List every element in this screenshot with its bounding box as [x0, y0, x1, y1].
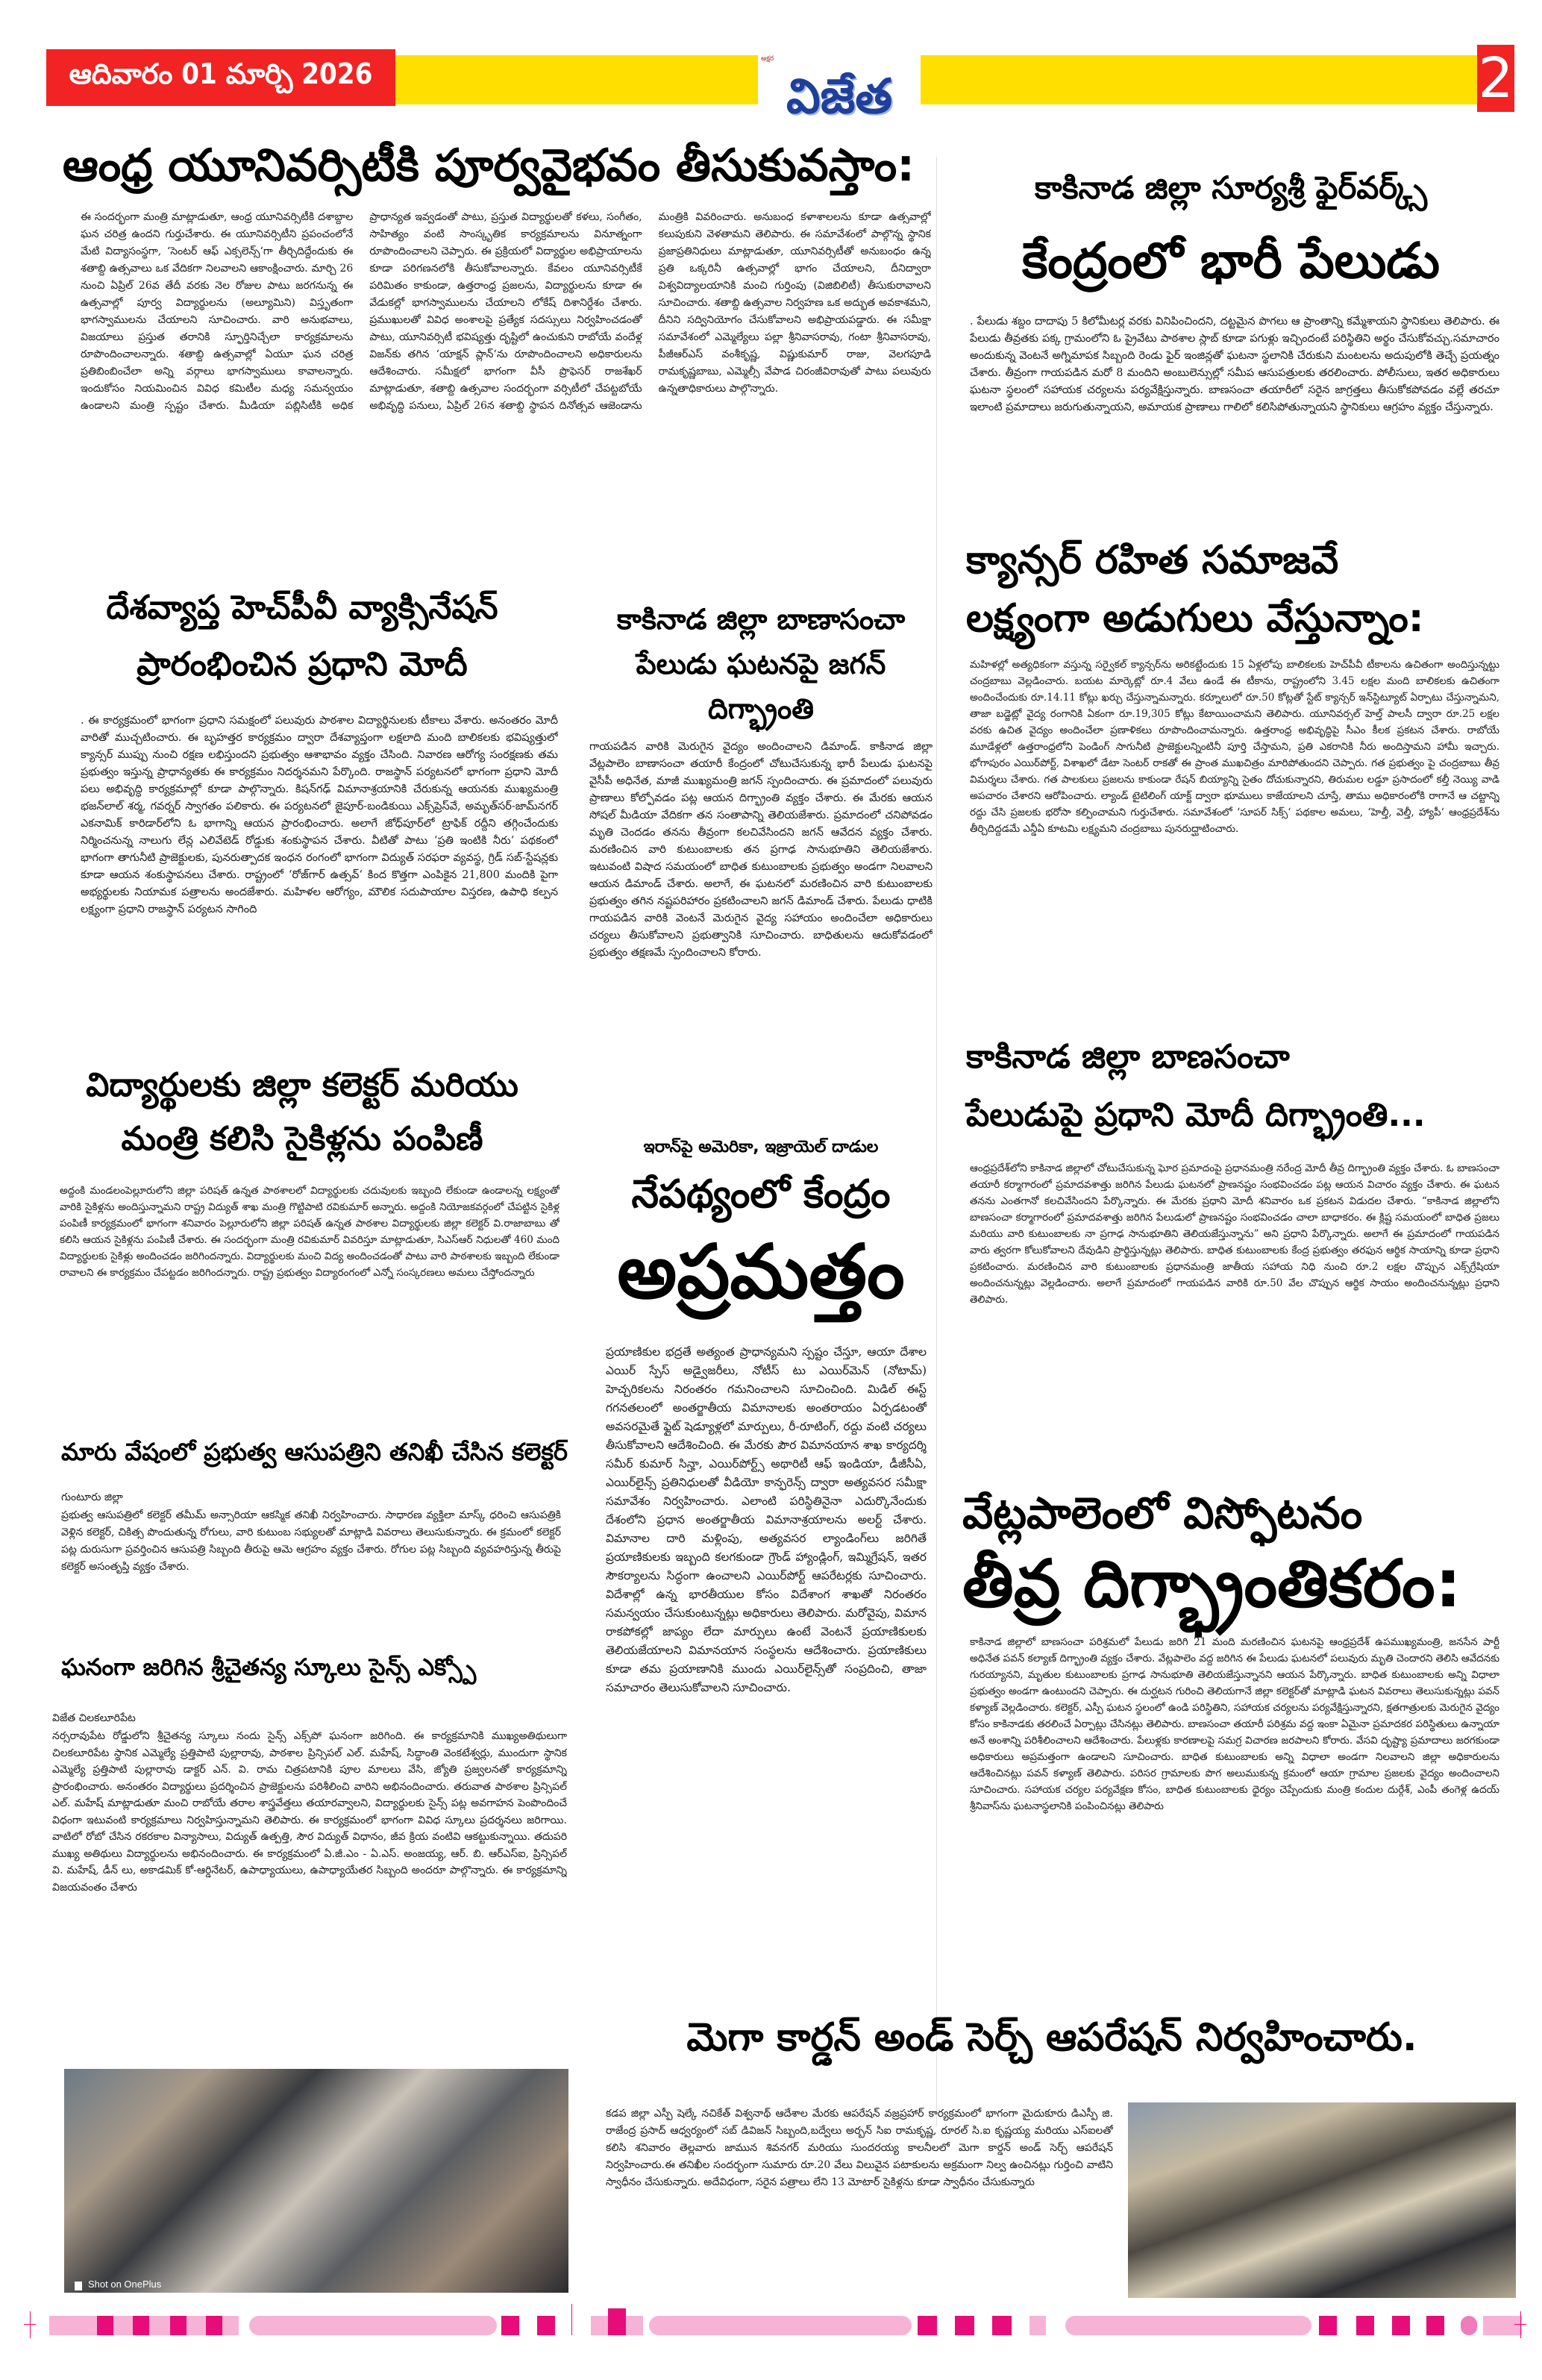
registration-mark-right-h [1514, 2324, 1526, 2325]
headline-hpv-line1[interactable]: దేశవ్యాప్త హెచ్‌పీవీ వ్యాక్సినేషన్ [106, 589, 498, 627]
headline-science-expo[interactable]: ఘనంగా జరిగిన శ్రీచైతన్య స్కూలు సైన్స్ ఎక్స్పో [61, 1654, 477, 1681]
headline-modi-line2[interactable]: పేలుడుపై ప్రధాని మోదీ దిగ్భ్రాంతి... [966, 1096, 1426, 1134]
article-body-cordon-search: కడప జిల్లా ఎస్పీ షెల్కే నచికేత్ విశ్వనాథ్ ఆదేశాల మేరకు ఆపరేషన్ వజ్రప్రహార్ కార్యక్రమంలో భాగంగా మైదుకూరు డిఎస్పీ జి. రాజేంద్ర ప్రసాద్ ఆధ్వర్యంలో సబ్ డివిజన్ సిబ్బంది,బద్వేలు అర్బన్ సిఐ రామకృష్ణ, రూరల్ సి.ఐ కృష్ణయ్య మరియు ఎస్ఐలతో కలిసి శనివారం తెల్లవారు జామున శివనగర్ మరియు సుందరయ్య కాలనీలలో మెగా కార్డన్ అండ్ సెర్చ్ ఆపరేషన్ నిర్వహించారు.ఈ తనిఖీల సందర్భంగా సుమారు రూ.20 వేలు విలువైన పటాకులను అక్రమంగా నిల్వ ఉంచినట్లు గుర్తించి వాటిని స్వాధీనం చేసుకున్నారు. అదేవిధంగా, సరైన పత్రాలు లేని 13 మోటార్ సైకిళ్లను కూడా స్వాధీనం చేసుకున్నారు [606, 2108, 1113, 2188]
headline-bicycles-line1[interactable]: విద్యార్థులకు జిల్లా కలెక్టర్ మరియు [86, 1066, 518, 1104]
photo-school-event [64, 2069, 568, 2293]
registration-mark-center [571, 2304, 572, 2335]
kicker-iran: ఇరాన్‌పై అమెరికా, ఇజ్రాయెల్ దాడుల [643, 1138, 879, 1156]
headline-bicycles-line2[interactable]: మంత్రి కలిసి సైకిళ్లను పంపిణీ [121, 1120, 483, 1158]
camera-watermark-icon [75, 2282, 82, 2290]
logo-tagline: అక్షర [761, 55, 774, 63]
article-body-iran: ప్రయాణికుల భద్రతే అత్యంత ప్రాధాన్యమని స్పష్టం చేస్తూ, ఆయా దేశాల ఎయిర్ స్పేస్ అడ్వైజరీలు, నోటీస్ టు ఎయిర్‌మెన్ (నోటామ్) హెచ్చరికలను నిరంతరం గమనించాలని సూచించింది. మిడిల్ ఈస్ట్ గగనతలంలో అంతర్జాతీయ విమానాలకు అంతరాయం ఏర్పడటంతో అవసరమైతే ఫ్లైట్ షెడ్యూళ్లలో మార్పులు, రీ-రూటింగ్, రద్దు వంటి చర్యలు తీసుకోవాలని ఆదేశించింది. ఈ మేరకు పౌర విమానయాన శాఖ కార్యదర్శి సమీర్ కుమార్ సిన్హా, ఎయిర్‌పోర్ట్స్ అథారిటీ ఆఫ్ ఇండియా, డీజీసీఏ, ఎయిర్‌లైన్స్ ప్రతినిధులతో వీడియో కాన్ఫరెన్స్ ద్వారా అత్యవసర సమీక్షా సమావేశం నిర్వహించారు. ఎలాంటి పరిస్థితినైనా ఎదుర్కొనేందుకు దేశంలోని ప్రధాన అంతర్జాతీయ విమానాశ్రయాలను అలర్ట్ చేశారు. విమానాల దారి మళ్లింపు, అత్యవసర ల్యాండింగ్‌లు జరిగితే ప్రయాణికులకు ఇబ్బంది కలగకుండా గ్రౌండ్ హ్యాండ్లింగ్, ఇమ్మిగ్రేషన్, ఇతర సౌకర్యాలను సిద్ధంగా ఉంచాలని ఎయిర్‌పోర్ట్ ఆపరేటర్లకు సూచించారు. విదేశాల్లో ఉన్న భారతీయుల కోసం విదేశాంగ శాఖతో నిరంతరం సమన్వయం చేసుకుంటున్నట్లు అధికారులు తెలిపారు. మరోవైపు, విమాన రాకపోకల్లో జాప్యం లేదా మార్పులు ఉంటే వెంటనే ప్రయాణికులకు తెలియజేయాలని విమానయాన సంస్థలను ఆదేశించారు. ప్రయాణికులు కూడా తమ ప్రయాణానికి ముందు ఎయిర్‌లైన్స్‌తో సంప్రదించి, తాజా సమాచారం తెలుసుకోవాలని సూచించారు. [606, 1345, 927, 1694]
headline-iran-line2[interactable]: అప్రమత్తం [617, 1228, 905, 1315]
headline-vetlapalem-line2[interactable]: తీవ్ర దిగ్భ్రాంతికరం: [962, 1545, 1461, 1622]
article-body-science-expo: నర్సరావుపేట రోడ్డులోని శ్రీచైతన్య స్కూలు నందు సైన్స్ ఎక్స్‌పో ఘనంగా జరిగింది. ఈ కార్యక్రమానికి ముఖ్యఅతిథులుగా చిలకలూరిపేట స్థానిక ఎమ్మెల్యే ప్రత్తిపాటి పుల్లారావు, పాఠశాల ప్రిన్సిపల్ ఎల్. మహేష్, సిద్ధాంతి వెంకటేశ్వర్లు, ముందుగా స్థానిక ఎమ్మెల్యే ప్రత్తిపాటి పుల్లారావు డాక్టర్ ఎన్. వి. రామ చిత్రపటానికి పూల మాలలు వేసి, జ్యోతి ప్రజ్వలనతో కార్యక్రమాన్ని ప్రారంభించారు. అనంతరం విద్యార్థులు ప్రదర్శించిన ప్రాజెక్టులను పరిశీలించి వారిని అభినందించారు. తరువాత పాఠశాల ప్రిన్సిపల్ ఎల్. మహేష్ మాట్లాడుతూ మంచి రాబోయే తరాల శాస్త్రవేత్తలు తయారవ్వాలని, విద్యార్థులకు సైన్స్ పట్ల అవగాహన పెంపొందించే విధంగా ఇటువంటి కార్యక్రమాలు నిర్వహిస్తున్నామని తెలిపారు. ఈ కార్యక్రమంలో భాగంగా వివిధ స్కూలు ప్రదర్శనలు జరిగాయి. వాటిలో రోబో చేసిన రకరకాల విన్యాసాలు, విద్యుత్ ఉత్పత్తి, సౌర విద్యుత్ విధానం, జీవ క్రియ వంటివి ఆకట్టుకున్నాయి. తదుపరి ముఖ్య అతిథులు విద్యార్థులను అభినందించారు. ఈ కార్యక్రమంలో ఏ.జీ.ఎం - ఏ.ఎస్. అంజయ్య, ఆర్. బి. ఆర్ఎస్ఐ, ప్రిన్సిపల్ వి. మహేష్, డీన్ లు, అకాడమిక్ కో-ఆర్డినేటర్, ఉపాధ్యాయులు, ఉపాధ్యాయేతర సిబ్బంది అందరూ పాల్గొన్నారు. ఈ కార్యక్రమాన్ని విజయవంతం చేశారు [52, 1730, 567, 1894]
article-body-fireworks: . పేలుడు శబ్దం దాదాపు 5 కిలోమీటర్ల వరకు వినిపించిందని, దట్టమైన పొగలు ఆ ప్రాంతాన్ని కమ్మేశాయని స్థానికులు తెలిపారు. ఈ పేలుడు తీవ్రతకు పక్క గ్రామంలోని ఓ ప్రైవేటు పాఠశాల స్లాబ్ కూడా పగుళ్లు ఇచ్చిందంటే పరిస్థితిని అర్థం చేసుకోవచ్చు.సమాచారం అందుకున్న వెంటనే అగ్నిమాపక సిబ్బంది రెండు ఫైర్ ఇంజిన్లతో ఘటనా స్థలానికి చేరుకుని మంటలను అదుపులోకి తెచ్చే ప్రయత్నం చేశారు. తీవ్రంగా గాయపడిన మరో 8 మందిని అంబులెన్సుల్లో సమీప ఆసుపత్రులకు తరలించారు. పోలీసులు, ఇతర అధికారులు ఘటనా స్థలంలో సహాయక చర్యలను పర్యవేక్షిస్తున్నారు. బాణసంచా తయారీలో సరైన జాగ్రత్తలు తీసుకోకపోవడం వల్లే తరచూ ఇలాంటి ప్రమాదాలు జరుగుతున్నాయని, అమాయక ప్రాణాలు గాలిలో కలిసిపోతున్నాయని స్థానికులు ఆగ్రహం వ్యక్తం చేస్తున్నారు. [970, 316, 1499, 413]
photo-watermark: Shot on OnePlus [88, 2279, 162, 2290]
footer-decorative-strip [0, 2316, 1542, 2335]
headline-modi-line1[interactable]: కాకినాడ జిల్లా బాణసంచా [966, 1038, 1290, 1076]
headline-fireworks[interactable]: కేంద్రంలో భారీ పేలుడు [1022, 232, 1440, 289]
article-body-vetlapalem: కాకినాడ జిల్లాలో బాణసంచా పరిశ్రమలో పేలుడు జరిగి 21 మంది మరణించిన ఘటనపై ఆంధ్రప్రదేశ్ ఉపముఖ్యమంత్రి, జనసేన పార్టీ అధినేత పవన్ కల్యాణ్ దిగ్భ్రాంతి వ్యక్తం చేశారు. వేట్లపాలెం వద్ద జరిగిన ఈ పేలుడు ఘటనలో పలువురు మృతి చెందారని తెలిసి ఆవేదనకు గురయ్యానని, మృతుల కుటుంబాలకు ప్రగాఢ సానుభూతి తెలియజేస్తున్నానని ఆయన పేర్కొన్నారు. బాధిత కుటుంబాలకు అన్ని విధాలా ప్రభుత్వం అండగా ఉంటుందని చెప్పారు. ఈ దుర్ఘటన గురించి తెలియగానే జిల్లా కలెక్టర్‌తో మాట్లాడి ఘటన వివరాలు తెలుసుకున్నట్లు పవన్ కళ్యాణ్ వెల్లడించారు. కలెక్టర్, ఎస్పీ ఘటన స్థలంలో ఉండి పరిస్థితిని, సహాయక చర్యలను పర్యవేక్షిస్తున్నారని, క్షతగాత్రులకు మెరుగైన వైద్యం కోసం కాకినాడకు తరలించే ఏర్పాట్లు చేసినట్లు తెలిపారు. బాణసంచా తయారీ పరిశ్రమ వద్ద ఇంకా ఏమైనా ప్రమాదకర పరిస్థితులు ఉన్నాయా అనే అంశాన్ని పరిశీలించాలని ఆదేశించారు. పేలుళ్లకు కారణాలపై సమగ్ర విచారణ జరపాలని కోరారు. వేసవి దృష్ట్యా ప్రమాదాలు జరగకుండా అధికారులు అప్రమత్తంగా ఉండాలని సూచించారు. బాధిత కుటుంబాలకు అన్ని విధాలా అండగా నిలవాలని జిల్లా అధికారులను ఆదేశించినట్లు పవన్ కళ్యాణ్ తెలిపారు. పరిసర గ్రామాలకు పొగ అలుముకున్న క్రమంలో ఆయా గ్రామాల ప్రజలకు వైద్యం అందించాలని సూచించారు. సహాయక చర్యల పర్యవేక్షణ కోసం, బాధిత కుటుంబాలకు ధైర్యం చెప్పేందుకు మంత్రి కందుల దుర్గేశ్, ఎంపీ తంగెళ్ల ఉదయ్ శ్రీనివాస్‌ను ఘటనాస్థలానికి పంపించినట్లు తెలిపారు [970, 1636, 1499, 1812]
article-body-andhra-university: ఈ సందర్భంగా మంత్రి మాట్లాడుతూ, ఆంధ్ర యూనివర్సిటీకి దశాబ్దాల ఘన చరిత్ర ఉందని గుర్తుచేశారు. ఈ యూనివర్సిటీని ప్రపంచంలోనే మేటి విద్యాసంస్థగా, ‘సెంటర్ ఆఫ్ ఎక్సలెన్స్‘గా తీర్చిదిద్దేందుకు ఈ శతాబ్ది ఉత్సవాలు ఒక వేదికగా నిలవాలని ఆకాంక్షించారు. మార్చి 26 నుంచి ఏప్రిల్ 26వ తేదీ వరకు నెల రోజుల పాటు జరగనున్న ఈ ఉత్సవాల్లో పూర్వ విద్యార్థులను (అల్యూమిని) విస్తృతంగా భాగస్వాములను చేయాలని సూచించారు. వారి అనుభవాలు, విజయాలు ప్రస్తుత తరానికి స్ఫూర్తినిచ్చేలా కార్యక్రమాలను రూపొందించాలన్నారు. శతాబ్ది ఉత్సవాల్లో ఏయూ ఘన చరిత్ర ప్రతిబింబించేలా అన్ని వర్గాలు భాగస్వాములు కావాలన్నారు. ఇందుకోసం నియమించిన వివిధ కమిటీల మధ్య సమన్వయం ఉండాలని మంత్రి స్పష్టం చేశారు. మీడియా పబ్లిసిటీకి అధిక ప్రాధాన్యత ఇవ్వడంతో పాటు, ప్రస్తుత విద్యార్థులతో కళలు, సంగీతం, సాహిత్యం వంటి సాంస్కృతిక కార్యక్రమాలను వినూత్నంగా రూపొందించాలని చెప్పారు. ఈ ప్రక్రియలో విద్యార్థుల అభిప్రాయాలను కూడా పరిగణనలోకి తీసుకోవాలన్నారు. కేవలం యూనివర్సిటీకే పరిమితం కాకుండా, ఉత్తరాంధ్ర ప్రజలను, విద్యార్థులను కూడా ఈ వేడుకల్లో భాగస్వాములను చేయాలని లోకేష్ దిశానిర్దేశం చేశారు. ప్రముఖులతో వివిధ అంశాలపై ప్రత్యేక సదస్సులు నిర్వహించడంతో పాటు, యూనివర్సిటీ భవిష్యత్తు దృష్టిలో ఉంచుకుని రాబోయే వందేళ్ల విజన్‌కు తగిన ‘యాక్షన్ ప్లాన్‘ను రూపొందించాలని అధికారులను ఆదేశించారు. సమీక్షలో భాగంగా వీసీ ప్రొఫెసర్ రాజశేఖర్ మాట్లాడుతూ, శతాబ్ది ఉత్సవాల సందర్భంగా వర్సిటీలో చేపట్టబోయే అభివృద్ధి పనులు, ఏప్రిల్ 26న శతాబ్ది స్థాపన దినోత్సవ ఆజెండాను మంత్రికి వివరించారు. అనుబంధ కళాశాలలను కూడా ఉత్సవాల్లో కలుపుకుని వెళతామని తెలిపారు. ఈ సమావేశంలో పాల్గొన్న స్థానిక ప్రజాప్రతినిధులు మాట్లాడుతూ, యూనివర్సిటీతో అనుబంధం ఉన్న ప్రతి ఒక్కరినీ ఉత్సవాల్లో భాగం చేయాలని, దీనిద్వారా విశ్వవిద్యాలయానికి మంచి గుర్తింపు (విజిబిలిటీ) తీసుకురావాలని సూచించారు. శతాబ్ది ఉత్సవాల నిర్వహణ ఒక అద్భుత అవకాశమని, దీనిని సద్వినియోగం చేసుకోవాలని అభిప్రాయపడ్డారు. ఈ సమీక్షా సమావేశంలో ఎమ్మెల్యేలు పల్లా శ్రీనివాసరావు, గంటా శ్రీనివాసరావు, పీజీఆర్ఎస్ వంశీకృష్ణ, విష్ణుకుమార్ రాజు, వెలగపూడి రామకృష్ణబాబు, ఎమ్మెల్సీ వేపాడ చిరంజీవిరావుతో పాటు పలువురు ఉన్నతాధికారులు పాల్గొన్నారు. [81, 211, 931, 412]
date-banner: ఆదివారం 01 మార్చి 2026 [46, 49, 395, 106]
dateline-collector: గుంటూరు జిల్లా [61, 1491, 123, 1503]
logo-wordmark: విజేత [786, 69, 893, 125]
headline-iran-line1[interactable]: నేపథ్యంలో కేంద్రం [631, 1172, 891, 1217]
headline-collector[interactable]: మారు వేషంలో ప్రభుత్వ ఆసుపత్రిని తనిఖీ చేసిన కలెక్టర్ [61, 1438, 568, 1466]
headline-hpv-line2[interactable]: ప్రారంభించిన ప్రధాని మోదీ [137, 645, 468, 683]
registration-mark-left [30, 2311, 31, 2338]
headline-jagan[interactable]: కాకినాడ జిల్లా బాణాసంచా పేలుడు ఘటనపై జగన్ దిగ్భ్రాంతి [616, 603, 906, 725]
registration-mark-right [1520, 2311, 1521, 2338]
column-divider [936, 157, 937, 2126]
headline-cordon-search[interactable]: మెగా కార్డన్ అండ్ సెర్చ్ ఆపరేషన్ నిర్వహించారు. [686, 2015, 1417, 2060]
masthead-bar-right [921, 55, 1477, 104]
headline-cancer-line1[interactable]: క్యాన్సర్ రహిత సమాజవే [966, 538, 1339, 583]
page-number: 2 [1478, 46, 1514, 110]
headline-cancer-line2[interactable]: లక్ష్యంగా అడుగులు వేస్తున్నాం: [966, 596, 1424, 641]
kicker-fireworks: కాకినాడ జిల్లా సూర్యశ్రీ ఫైర్‌వర్క్స్ [1034, 169, 1428, 206]
article-body-hpv: . ఈ కార్యక్రమంలో భాగంగా ప్రధాని సమక్షంలో పలువురు పాఠశాల విద్యార్థినులకు టీకాలు వేశారు. అనంతరం మోదీ వారితో ముచ్చటించారు. ఈ బృహత్తర కార్యక్రమం ద్వారా దేశవ్యాప్తంగా లక్షలాది మంది బాలికలకు భవిష్యత్తులో క్యాన్సర్ ముప్పు నుంచి రక్షణ లభిస్తుందని ప్రభుత్వం ఆశాభావం వ్యక్తం చేసింది. నివారణ ఆరోగ్య సంరక్షణకు తమ ప్రభుత్వం ఇస్తున్న ప్రాధాన్యతకు ఈ కార్యక్రమం నిదర్శనమని పేర్కొంది. రాజస్థాన్ పర్యటనలో భాగంగా ప్రధాని మోదీ పలు అభివృద్ధి కార్యక్రమాల్లో కూడా పాల్గొన్నారు. కిషన్‌గఢ్ విమానాశ్రయానికి చేరుకున్న ఆయనకు ముఖ్యమంత్రి భజన్‌లాల్ శర్మ, గవర్నర్ స్వాగతం పలికారు. ఈ పర్యటనలో జైపూర్-బండికుయి ఎక్స్‌ప్రెస్‌వే, అమృత్‌సర్-జామ్‌నగర్ ఎకనామిక్ కారిడార్‌లోని ఓ భాగాన్ని ఆయన ప్రారంభించారు. అలాగే జోధ్‌పూర్‌లో ట్రాఫిక్ రద్దీని తగ్గించేందుకు నిర్మించనున్న నాలుగు లేన్ల ఎలివేటెడ్ రోడ్డుకు శంకుస్థాపన చేశారు. వీటితో పాటు ‘ప్రతి ఇంటికి నీరు‘ పథకంలో భాగంగా తాగునీటి ప్రాజెక్టులకు, పునరుత్పాదక ఇంధన రంగంలో భాగంగా విద్యుత్ సరఫరా వ్యవస్థ, గ్రిడ్ సబ్-స్టేషన్లకు కూడా ఆయన శంకుస్థాపనలు చేశారు. రాష్ట్రంలో ‘రోజ్‌గార్ ఉత్సవ్‘ కింద కొత్తగా ఎంపికైన 21,800 మందికి పైగా అభ్యర్థులకు నియామక పత్రాలను అందజేశారు. మహిళల ఆరోగ్యం, మౌలిక సదుపాయాల విస్తరణ, ఉపాధి కల్పన లక్ష్యంగా ప్రధాని రాజస్థాన్ పర్యటన సాగింది [81, 715, 558, 915]
registration-mark-left-h [24, 2324, 36, 2325]
article-body-bicycles: అద్దంకి మండలంపెల్లూరులోని జిల్లా పరిషత్ ఉన్నత పాఠశాలలో విద్యార్థులకు చదువులకు ఇబ్బంది లేకుండా ఉండాలన్న లక్ష్యంతో వారికి సైకిళ్లను అందిస్తున్నామని రాష్ట్ర విద్యుత్ శాఖ మంత్రి గొట్టిపాటి రవికుమార్ అన్నారు. అద్దంకి నియోజకవర్గంలో చేపట్టిన సైకిళ్ల పంపిణీ కార్యక్రమంలో భాగంగా శనివారం పెల్లూరులోని జిల్లా పరిషత్ ఉన్నత పాఠశాల విద్యార్థులకు జిల్లా కలెక్టర్ వి.రాజాబాబు తో కలిసి ఆయన సైకిళ్లను పంపిణీ చేశారు. ఈ సందర్భంగా మంత్రి రవికుమార్ వివరిస్తూ మాట్లాడుతూ, సిఎస్ఆర్ నిధులతో 460 మంది విద్యార్థులకు సైకిళ్లు అందించడం జరిగిందన్నారు. విద్యార్థులకు మంచి విద్య అందించడంతో పాటు వారి పాఠశాలకు ఇబ్బంది లేకుండా రావాలని ఈ కార్యక్రమం చేపట్టడం జరిగిందన్నారు. రాష్ట్ర ప్రభుత్వం విద్యారంగంలో ఎన్నో సంస్కరణలు అమలు చేస్తోందన్నారు [60, 1185, 560, 1279]
photo-police-operation [1128, 2102, 1516, 2298]
article-body-collector: ప్రభుత్వ ఆసుపత్రిలో కలెక్టర్ తమీమ్ అన్సారియా ఆకస్మిక తనిఖీ నిర్వహించారు. సాధారణ వ్యక్తిలా మాస్క్ ధరించి ఆసుపత్రికి వెళ్లిన కలెక్టర్, చికిత్స పొందుతున్న రోగులు, వారి కుటుంబ సభ్యులతో మాట్లాడి వివరాలు తెలుసుకున్నారు. ఈ క్రమంలో కలెక్టర్ పట్ల దురుసుగా ప్రవర్తించిన ఆసుపత్రి సిబ్బంది తీరుపై ఆమె ఆగ్రహం వ్యక్తం చేశారు. రోగుల పట్ల సిబ్బంది వ్యవహరిస్తున్న తీరుపై కలెక్టర్ అసంతృప్తి వ్యక్తం చేశారు. [61, 1509, 561, 1573]
article-body-cancer: మహిళల్లో అత్యధికంగా వస్తున్న సర్వైకల్ క్యాన్సర్‌ను అరికట్టేందుకు 15 ఏళ్లలోపు బాలికలకు హెచ్‌పీవీ టీకాలను ఉచితంగా అందిస్తున్నట్టు చంద్రబాబు వెల్లడించారు. బయట మార్కెట్లో రూ.4 వేలు ఉండే ఈ టీకాను, రాష్ట్రంలోని 3.45 లక్షల మంది బాలికలకు ఉచితంగా అందించేందుకు రూ.14.11 కోట్లు ఖర్చు చేస్తున్నామన్నారు. కర్నూలులో రూ.50 కోట్లతో స్టేట్ క్యాన్సర్ ఇన్‌స్టిట్యూట్ ఏర్పాటు చేస్తున్నామని, తాజా బడ్జెట్లో వైద్య రంగానికి ఏకంగా రూ.19,305 కోట్లు కేటాయించామని తెలిపారు. యూనివర్సల్ హెల్త్ పాలసీ ద్వారా రూ.25 లక్షల వరకు ఉచిత వైద్యం అందించేలా ప్రణాళికలు రూపొందించామన్నారు. ఉత్తరాంధ్ర అభివృద్ధిపై సీఎం కీలక ప్రకటన చేశారు. రాబోయే మూడేళ్లలో ఉత్తరాంధ్రలోని పెండింగ్ సాగునీటి ప్రాజెక్టులన్నింటినీ పూర్తి చేస్తామని, ప్రతి ఎకరానికి నీరు అందిస్తామని హామీ ఇచ్చారు. భోగాపురం ఎయిర్‌పోర్ట్, విశాఖలో డేటా సెంటర్ రాకతో ఈ ప్రాంత ముఖచిత్రం మారిపోతుందని చెప్పారు. గత ప్రభుత్వం పై చంద్రబాబు తీవ్ర విమర్శలు చేశారు. గత పాలకులు ప్రజలను కాకుండా రేషన్ బియ్యాన్ని సైతం దోచుకున్నారని, తిరుమల లడ్డూ ప్రసాదంలో కల్తీ నెయ్యి వాడి అపచారం చేశారని ఆరోపించారు. ల్యాండ్ టైటిలింగ్ యాక్ట్ ద్వారా భూములు కాజేయాలని చూస్తే, తాము అధికారంలోకి రాగానే ఆ చట్టాన్ని రద్దు చేసి ప్రజలకు భరోసా కల్పించామని గుర్తుచేశారు. సమావేశంలో ‘సూపర్ సిక్స్‘ పథకాల అమలు, ‘హెల్తీ, వెల్తీ, హ్యాపీ‘ ఆంధ్రప్రదేశ్‌ను తీర్చిదిద్దడమే ఎన్డీఏ కూటమి లక్ష్యమని చంద్రబాబు పునరుద్ఘాటించారు. [970, 659, 1499, 835]
headline-vetlapalem-line1[interactable]: వేట్లపాలెంలో విస్ఫోటనం [962, 1488, 1363, 1538]
article-body-jagan: గాయపడిన వారికి మెరుగైన వైద్యం అందించాలని డిమాండ్. కాకినాడ జిల్లా వేట్లపాలెం బాణాసంచా తయారీ కేంద్రంలో చోటుచేసుకున్న భారీ పేలుడు ఘటనపై వైసీపీ అధినేత, మాజీ ముఖ్యమంత్రి జగన్ స్పందించారు. ఈ ప్రమాదంలో పలువురు ప్రాణాలు కోల్పోవడం పట్ల ఆయన దిగ్భ్రాంతి వ్యక్తం చేశారు. ఈ మేరకు ఆయన సోషల్ మీడియా వేదికగా తన సంతాపాన్ని తెలియజేశారు. ప్రమాదంలో చనిపోవడం మృతి చెందడం తనను తీవ్రంగా కలచివేసిందని జగన్ ఆవేదన వ్యక్తం చేశారు. మరణించిన వారి కుటుంబాలకు తన ప్రగాఢ సానుభూతిని తెలియజేశారు. ఇటువంటి విషాద సమయంలో బాధిత కుటుంబాలకు ప్రభుత్వం అండగా నిలవాలని ఆయన డిమాండ్ చేశారు. అలాగే, ఈ ఘటనలో మరణించిన వారి కుటుంబాలకు ప్రభుత్వం తగిన నష్టపరిహారం ప్రకటించాలని జగన్ డిమాండ్ చేశారు. పేలుడు ధాటికి గాయపడిన వారికి వెంటనే మెరుగైన వైద్య సహాయం అందించేలా అధికారులు చర్యలు తీసుకోవాలని ప్రభుత్వానికి సూచించారు. బాధితులను ఆదుకోవడంలో ప్రభుత్వం తక్షణమే స్పందించాలని కోరారు. [589, 741, 933, 959]
newspaper-logo[interactable] [758, 52, 921, 142]
headline-andhra-university[interactable]: ఆంధ్ర యూనివర్సిటీకి పూర్వవైభవం తీసుకువస్తాం: [62, 140, 915, 192]
article-body-modi: ఆంధ్రప్రదేశ్‌లోని కాకినాడ జిల్లాలో చోటుచేసుకున్న ఘోర ప్రమాదంపై ప్రధానమంత్రి నరేంద్ర మోదీ తీవ్ర దిగ్భ్రాంతి వ్యక్తం చేశారు. ఓ బాణసంచా తయారీ కర్మాగారంలో ప్రమాదవశాత్తు జరిగిన పేలుడు ఘటనలో ప్రాణనష్టం సంభవించడం పట్ల ఆయన విచారం వ్యక్తం చేశారు. ఈ ఘటన తనను ఎంతగానో కలచివేసిందని పేర్కొన్నారు. ఈ మేరకు ప్రధాని మోదీ శనివారం ఒక ప్రకటన విడుదల చేశారు. “కాకినాడ జిల్లాలోని బాణసంచా కర్మాగారంలో ప్రమాదవశాత్తు జరిగిన పేలుడులో ప్రాణనష్టం సంభవించడం చాలా బాధాకరం. ఈ క్లిష్ట సమయంలో బాధిత ప్రజలు మరియు వారి కుటుంబాలకు నా ప్రగాఢ సానుభూతిని తెలియజేస్తున్నాను” అని ప్రధాని పేర్కొన్నారు. అలాగే ఈ ప్రమాదంలో గాయపడిన వారు త్వరగా కోలుకోవాలని దేవుడిని ప్రార్థిస్తున్నట్లు తెలిపారు. బాధిత కుటుంబాలకు కేంద్ర ప్రభుత్వం తరఫున ఆర్థిక సాయాన్ని కూడా ప్రధాని ప్రకటించారు. మరణించిన వారి కుటుంబాలకు ప్రధానమంత్రి జాతీయ సహాయ నిధి నుంచి రూ.2 లక్షల చొప్పున ఎక్స్‌గ్రేషియా అందించనున్నట్లు వెల్లడించారు. అలాగే ప్రమాదంలో గాయపడిన వారికి రూ.50 వేల చొప్పున ఆర్థిక సాయం అందించనున్నట్లు ప్రధాని తెలిపారు. [970, 1162, 1499, 1306]
dateline-science-expo: విజేత చిలకలూరిపేట [52, 1712, 136, 1724]
masthead-bar-left [395, 55, 758, 104]
